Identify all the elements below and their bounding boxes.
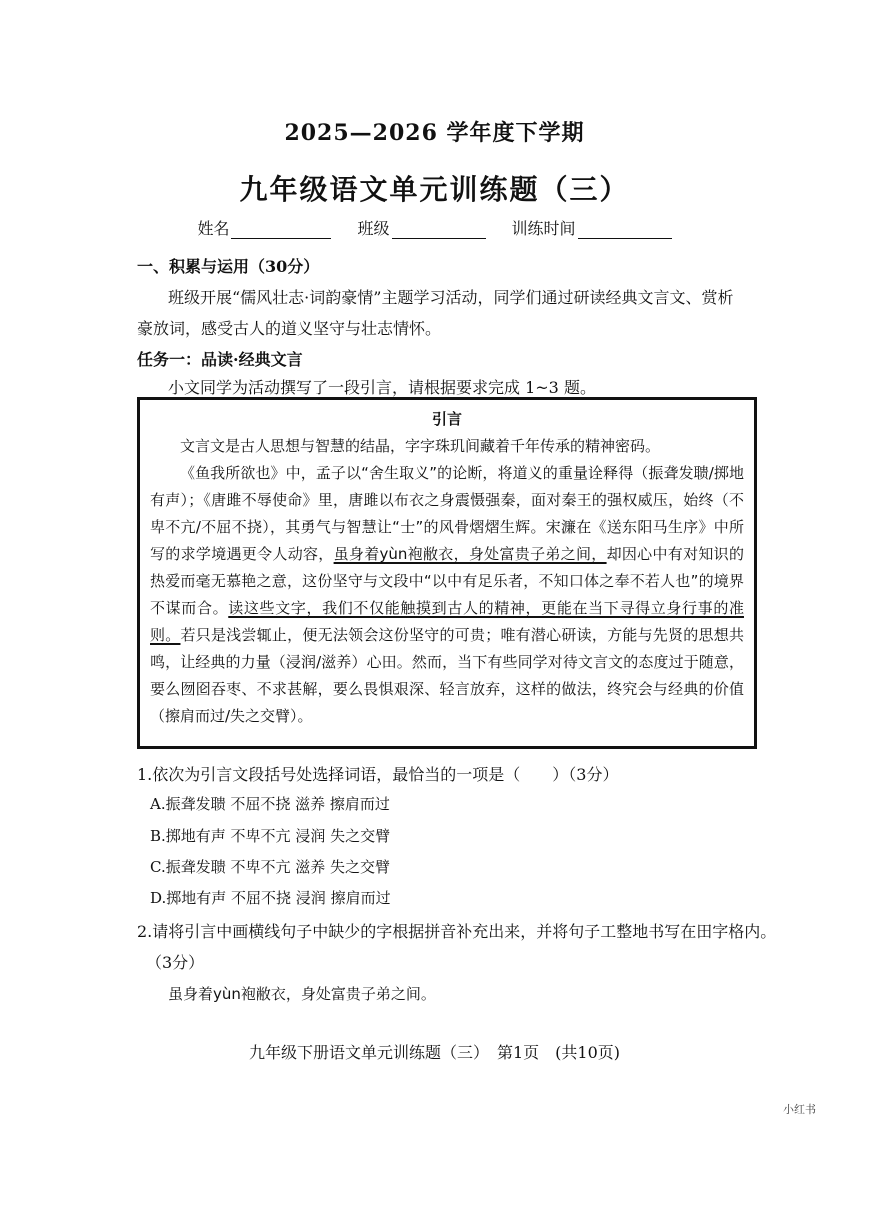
question-1: 1.依次为引言文段括号处选择词语，最恰当的一项是（ ）（3分）: [137, 765, 619, 784]
passage-text: [150, 433, 744, 730]
class-label: 班级: [357, 219, 390, 238]
underlined-sentence-2: 读这些文字，我们不仅能触摸到古人的精神，更能在当下寻得立身行事的准则。: [150, 599, 744, 644]
question-2-points: （3分）: [146, 953, 205, 972]
q1-option-c[interactable]: C.振聋发聩 不卑不亢 滋养 失之交臂: [150, 858, 391, 876]
passage-paragraph-2: [150, 460, 744, 730]
question-2: 2.请将引言中画横线句子中缺少的字根据拼音补充出来，并将句子工整地书写在田字格内。: [137, 922, 777, 941]
passage-box: [137, 397, 757, 749]
passage-text-c: 若只是浅尝辄止，便无法领会这份坚守的可贵；唯有潜心研读，方能与先贤的思想共鸣，让经典的力量（浸润/滋养）心田。然而，当下有些同学对待文言文的态度过于随意，要么囫囵吞枣、不求甚解，要么畏惧艰深、轻言放弃，这样的做法，终究会与经典的价值（擦肩而过/失之交臂）。: [150, 626, 744, 725]
class-blank[interactable]: [392, 222, 486, 239]
page-footer: 九年级下册语文单元训练题（三） 第1页 (共10页): [248, 1043, 621, 1062]
passage-paragraph-1: 文言文是古人思想与智慧的结晶，字字珠玑间藏着千年传承的精神密码。: [180, 437, 661, 455]
intro-line-2: 豪放词，感受古人的道义坚守与壮志情怀。: [137, 319, 442, 338]
class-field[interactable]: [357, 216, 485, 239]
section1-heading: 一、积累与运用（30分）: [137, 257, 320, 276]
year-title: 2025—2026 学年度下学期: [284, 120, 585, 146]
q1-option-b[interactable]: B.掷地有声 不卑不亢 浸润 失之交臂: [150, 827, 391, 845]
task1-intro: 小文同学为活动撰写了一段引言，请根据要求完成 1~3 题。: [168, 378, 596, 397]
student-info-row: [0, 216, 869, 239]
q1-option-d[interactable]: D.掷地有声 不屈不挠 浸润 擦肩而过: [150, 889, 391, 907]
name-blank[interactable]: [231, 222, 331, 239]
q1-option-a[interactable]: A.振聋发聩 不屈不挠 滋养 擦肩而过: [150, 795, 390, 813]
task1-heading: 任务一：品读·经典文言: [137, 350, 303, 369]
passage-text-a: 《鱼我所欲也》中，孟子以“舍生取义”的论断，将道义的重量诠释得（振聋发聩/掷地有声）；《唐雎不辱使命》里，唐雎以布衣之身震慑强秦，面对秦王的强权威压，始终（不卑不亢/不屈不挠），其勇气与智慧让“士”的风骨熠熠生辉。宋濂在《送东阳马生序》中所写的求学境遇更令人动容，: [150, 464, 744, 563]
watermark: 小红书: [783, 1103, 816, 1116]
question-2-sentence: 虽身着yùn袍敝衣，身处富贵子弟之间。: [168, 985, 436, 1003]
underlined-sentence-1: 虽身着yùn袍敝衣，身处富贵子弟之间，: [333, 545, 607, 563]
passage-title: 引言: [431, 410, 462, 428]
name-field[interactable]: [197, 216, 331, 239]
intro-line-1: 班级开展“儒风壮志·词韵豪情”主题学习活动，同学们通过研读经典文言文、赏析: [168, 288, 734, 307]
passage-text-b: 却因心中有对知识的热爱而毫无慕艳之意，这份坚守与文段中“以中有足乐者，不知口体之奉不若人也”的境界不谋而合。: [150, 545, 744, 617]
time-blank[interactable]: [578, 222, 672, 239]
time-field[interactable]: [512, 216, 672, 239]
name-label: 姓名: [197, 219, 230, 238]
exam-title: 九年级语文单元训练题（三）: [239, 173, 630, 206]
time-label: 训练时间: [511, 219, 576, 238]
